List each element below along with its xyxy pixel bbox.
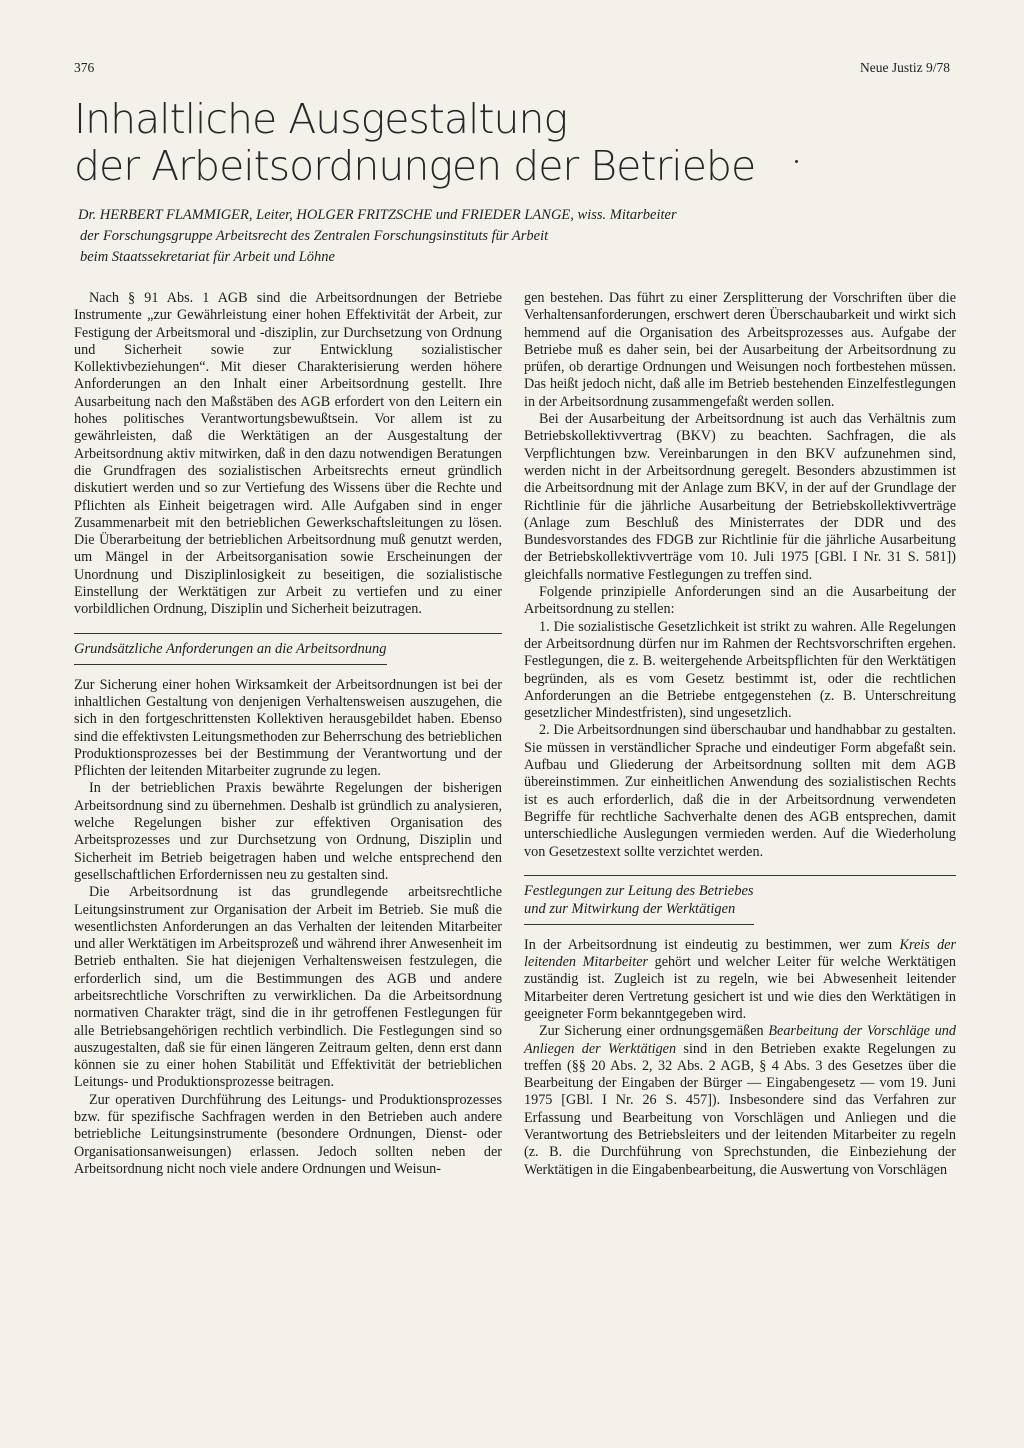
section-heading-leadership <box>524 882 754 925</box>
page-header <box>74 60 950 76</box>
paragraph <box>524 937 956 1023</box>
right-column <box>524 290 956 1179</box>
journal-issue: Neue Justiz 9/78 <box>860 60 950 75</box>
left-column <box>74 290 502 1178</box>
list-item: 2. Die Arbeitsordnungen sind überschaubar und handhabbar zu gestalten. Sie müssen in verständlicher Sprache und eindeutiger Form abgefaßt sein. Aufbau und Gliederung der Arbeitsordnung sollten mit dem AGB übereinstimmen. Zur einheitlichen Anwendung des sozialistischen Rechts ist es auch erforderlich, daß die in der Arbeitsordnung verwendeten Begriffe für rechtliche Sachverhalte denen des AGB entsprechen, damit unterschiedliche Auslegungen vermieden werden. Auf die Wiederholung von Gesetzestext sollte verzichtet werden. <box>524 722 956 860</box>
emphasis: Bearbeitung der Vorschläge und Anliegen der Werktätigen <box>524 1023 956 1057</box>
list-item: 1. Die sozialistische Gesetzlichkeit ist strikt zu wahren. Alle Regelungen der Arbeitsordnung dürfen nur im Rahmen der Rechtsvorschriften ergehen. Festlegungen, die z. B. weitergehende Arbeitspflichten für den Werktätigen begründen, als es vom Gesetz bestimmt ist, oder die rechtlichen Anforderungen an die Betriebe entgegenstehen (z. B. Unterschreitung gesetzlicher Mindestfristen), sind ungesetzlich. <box>524 618 956 722</box>
paragraph: gen bestehen. Das führt zu einer Zersplitterung der Vorschriften über die Verhaltensanforderungen, erschwert deren Überschaubarkeit und wirkt sich hemmend auf die Organisation des Arbeitsprozesses aus. Aufgabe der Betriebe muß es daher sein, bei der Ausarbeitung der Arbeitsordnung zu prüfen, ob derartige Ordnungen und Weisungen noch fortbestehen müssen. Das heißt jedoch nicht, daß alle im Betrieb bestehenden Einzelfestlegungen in der Arbeitsordnung zusammengefaßt werden sollen. <box>524 290 956 410</box>
text-run: Zur Sicherung einer ordnungsgemäßen <box>539 1023 769 1040</box>
page-number: 376 <box>74 60 95 75</box>
text-run: In der Arbeitsordnung ist eindeutig zu bestimmen, wer zum <box>524 936 900 953</box>
text-run: sind in den Betrieben exakte Regelungen zu treffen (§§ 20 Abs. 2, 32 Abs. 2 AGB, § 4 Abs. 3 des Gesetzes über die Bearbeitung der Eingaben der Bürger — Eingabengesetz — vom 19. Juni 1975 [GBl. I Nr. 26 S. 457]). Insbesondere sind das Verfahren zur Erfassung und Bearbeitung von Vorschlägen und Anliegen und die Verantwortung des Betriebsleiters und der leitenden Mitarbeiter zu regeln (z. B. die Durchführung von Sprechstunden, die Einbeziehung der Werktätigen in die Eingabenbearbeitung, die Auswertung von Vorschlägen <box>524 1040 957 1178</box>
author-block <box>78 205 964 268</box>
author-line-2: der Forschungsgruppe Arbeitsrecht des Zentralen Forschungsinstituts für Arbeit <box>80 228 549 244</box>
section-heading-line-1: Festlegungen zur Leitung des Betriebes <box>524 882 754 899</box>
title-line-1: Inhaltliche Ausgestaltung <box>74 95 568 143</box>
paragraph: Bei der Ausarbeitung der Arbeitsordnung ist auch das Verhältnis zum Betriebskollektivvertrag (BKV) zu beachten. Sachfragen, die als Verpflichtungen bzw. Vereinbarungen in den BKV aufzunehmen sind, werden nicht in der Arbeitsordnung geregelt. Besonders abzustimmen ist die Arbeitsordnung mit der Anlage zum BKV, in der auf der Grundlage der Richtlinie für die jährliche Ausarbeitung der Betriebskollektivverträge (Anlage zum Beschluß des Ministerrates der DDR und des Bundesvorstandes des FDGB zur Richtlinie für die jährliche Ausarbeitung der Betriebskollektivverträge vom 10. Juli 1975 [GBl. I Nr. 31 S. 581]) gleichfalls normative Festlegungen zu treffen sind. <box>524 411 956 583</box>
author-line-3: beim Staatssekretariat für Arbeit und Löhne <box>80 249 335 265</box>
paragraph: Die Arbeitsordnung ist das grundlegende arbeitsrechtliche Leitungsinstrument zur Organisation der Arbeit im Betrieb. Sie muß die wesentlichsten Anforderungen an das Verhalten der leitenden Mitarbeiter und aller Werktätigen im Arbeitsprozeß und während ihrer Anwesenheit im Betrieb enthalten. Sie hat diejenigen Verhaltensweisen festzulegen, die erforderlich sind, um die Bestimmungen des AGB und andere arbeitsrechtliche Vorschriften zu verwirklichen. Da die Arbeitsordnung normativen Charakter trägt, sind die in ihr getroffenen Festlegungen für alle Betriebsangehörigen rechtlich verbindlich. Die Festlegungen sind so auszugestalten, daß sie für einen längeren Zeitraum gelten, denn erst dann können sie zu einer hohen Stabilität und Effektivität der betrieblichen Leitungs- und Produktionsprozesse beitragen. <box>74 884 502 1091</box>
section-divider <box>74 633 502 634</box>
paragraph: Folgende prinzipielle Anforderungen sind an die Ausarbeitung der Arbeitsordnung zu stellen: <box>524 584 956 618</box>
article-title <box>74 96 964 190</box>
emphasis: Kreis der leitenden Mitarbeiter <box>524 936 956 971</box>
author-line-1: Dr. HERBERT FLAMMIGER, Leiter, HOLGER FRITZSCHE und FRIEDER LANGE, wiss. Mitarbeiter <box>78 207 677 223</box>
title-line-2: der Arbeitsordnungen der Betriebe <box>74 142 756 190</box>
paragraph: In der betrieblichen Praxis bewährte Regelungen der bisherigen Arbeitsordnung sind zu übernehmen. Deshalb ist gründlich zu analysieren, welche Regelungen bisher zur effektiven Organisation des Arbeitsprozesses und zur Durchsetzung von Ordnung, Disziplin und Sicherheit im Betrieb beigetragen haben und welche entsprechend den gesellschaftlichen Erfordernissen neu zu gestalten sind. <box>74 780 502 883</box>
text-run: gehört und welcher Leiter für welche Werktätigen zuständig ist. Zugleich ist zu regeln, wie bei Abwesenheit leitender Mitarbeiter deren Vertretung gesichert ist und wie dies den Werktätigen in geeigneter Form bekanntgegeben wird. <box>524 954 956 1022</box>
section-divider <box>524 875 956 876</box>
paragraph: Zur Sicherung einer hohen Wirksamkeit der Arbeitsordnungen ist bei der inhaltlichen Gestaltung von denjenigen Verhaltensweisen auszugehen, die sich in den fortgeschrittensten Kollektiven herausgebildet haben. Ebenso sind die effektivsten Leitungsmethoden zur Beherrschung des betrieblichen Produktionsprozesses bei der Bestimmung der Verantwortung und der Pflichten der leitenden Mitarbeiter zugrunde zu legen. <box>74 676 502 780</box>
intro-paragraph: Nach § 91 Abs. 1 AGB sind die Arbeitsordnungen der Betriebe Instrumente „zur Gewährleistung einer hohen Effektivität der Arbeit, zur Festigung der Arbeitsmoral und -disziplin, zur Durchsetzung von Ordnung und Sicherheit sowie zur Entwicklung sozialistischer Kollektivbeziehungen“. Mit dieser Charakterisierung werden höhere Anforderungen an den Inhalt einer Arbeitsordnung gestellt. Ihre Ausarbeitung nach den Maßstäben des AGB erfordert von den Leitern ein hohes politisches Verantwortungsbewußtsein. Vor allem ist zu gewährleisten, daß die Werktätigen an der Ausgestaltung der Arbeitsordnung aktiv mitwirken, daß in den dazu notwendigen Beratungen die Grundfragen des sozialistischen Arbeitsrechts erneut gründlich diskutiert werden und so zur Vertiefung des Wissens über die Rechte und Pflichten als Einheit beigetragen wird. Alle Aufgaben sind in enger Zusammenarbeit mit den betrieblichen Gewerkschaftsleitungen zu lösen. Die Überarbeitung der betrieblichen Arbeitsordnung muß genutzt werden, um Mängel in der Arbeitsorganisation sowie Erscheinungen der Unordnung und Disziplinlosigkeit zu beseitigen, die sozialistische Einstellung der Werktätigen zur Arbeit zu vertiefen und zu einer vorbildlichen Ordnung, Disziplin und Sicherheit beizutragen. <box>74 290 502 618</box>
paragraph <box>524 1023 956 1179</box>
paragraph: Zur operativen Durchführung des Leitungs- und Produktionsprozesses bzw. für spezifische Sachfragen werden in den Betrieben auch andere betriebliche Leitungsinstrumente (besondere Ordnungen, Dienst- oder Organisationsanweisungen) erlassen. Jedoch sollten neben der Arbeitsordnung nicht noch viele andere Ordnungen und Weisun- <box>74 1091 502 1177</box>
section-heading-requirements: Grundsätzliche Anforderungen an die Arbeitsordnung <box>74 640 387 665</box>
section-heading-line-2: und zur Mitwirkung der Werktätigen <box>524 900 736 917</box>
print-speck <box>795 160 798 163</box>
